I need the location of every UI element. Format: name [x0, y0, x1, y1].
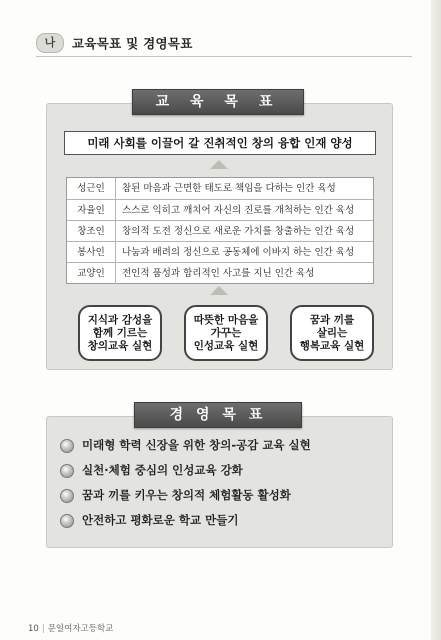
bullet-icon	[60, 464, 74, 478]
pillar-line: 가꾸는	[210, 326, 242, 339]
goal-tag: 교양인	[67, 263, 116, 284]
table-row	[67, 178, 373, 199]
table-row	[67, 241, 373, 263]
section-title: 교육목표 및 경영목표	[72, 36, 193, 51]
bullet-icon	[60, 489, 74, 503]
table-row	[67, 262, 373, 284]
page-edge	[431, 0, 441, 640]
management-goals-banner: 경 영 목 표	[134, 402, 302, 428]
pillar-line: 꿈과 끼를	[309, 313, 355, 326]
pillar-line: 따뜻한 마음을	[193, 313, 259, 326]
section-header	[36, 32, 412, 54]
pillar-line: 함께 기르는	[92, 326, 148, 339]
goal-tag: 창조인	[67, 221, 116, 242]
page-footer	[28, 622, 113, 634]
header-divider	[36, 56, 412, 57]
pillar-happiness-education	[290, 305, 374, 361]
goal-tag: 봉사인	[67, 242, 116, 263]
pillar-line: 창의교육 실현	[87, 339, 153, 352]
management-goal-text: 미래형 학력 신장을 위한 창의-공감 교육 실현	[82, 438, 311, 452]
pillar-line: 지식과 감성을	[87, 313, 153, 326]
management-goal-text: 안전하고 평화로운 학교 만들기	[82, 513, 239, 527]
pillar-character-education	[184, 305, 268, 361]
education-goals-banner: 교 육 목 표	[132, 89, 304, 115]
goal-description: 스스로 익히고 깨치어 자신의 진로를 개척하는 인간 육성	[122, 205, 355, 216]
management-goal-text: 실천·체험 중심의 인성교육 강화	[82, 463, 243, 477]
page-number: 10	[28, 624, 39, 634]
pillar-line: 인성교육 실현	[193, 339, 259, 352]
goals-table	[66, 177, 374, 284]
vision-statement: 미래 사회를 이끌어 갈 진취적인 창의 융합 인재 양성	[64, 131, 376, 155]
goal-tag: 성근인	[67, 178, 116, 199]
arrow-up-icon	[210, 160, 228, 169]
bullet-icon	[60, 514, 74, 528]
table-row	[67, 220, 373, 242]
goal-description: 전인적 품성과 합리적인 사고를 지닌 인간 육성	[122, 268, 315, 279]
section-badge: 나	[36, 33, 64, 53]
pillar-creative-education	[78, 305, 162, 361]
goal-description: 창의적 도전 정신으로 새로운 가치를 창출하는 인간 육성	[122, 226, 355, 237]
school-name: 문일여자고등학교	[47, 624, 114, 634]
arrow-up-icon	[210, 286, 228, 295]
goal-description: 나눔과 배려의 정신으로 공동체에 이바지 하는 인간 육성	[122, 247, 355, 258]
management-goal-text: 꿈과 끼를 키우는 창의적 체험활동 활성화	[82, 488, 291, 502]
footer-separator: |	[41, 624, 45, 634]
goal-description: 참된 마음과 근면한 태도로 책임을 다하는 인간 육성	[122, 183, 336, 194]
pillar-line: 행복교육 실현	[299, 339, 365, 352]
goal-tag: 자율인	[67, 200, 116, 221]
pillar-line: 살리는	[316, 326, 348, 339]
table-row	[67, 199, 373, 221]
bullet-icon	[60, 439, 74, 453]
